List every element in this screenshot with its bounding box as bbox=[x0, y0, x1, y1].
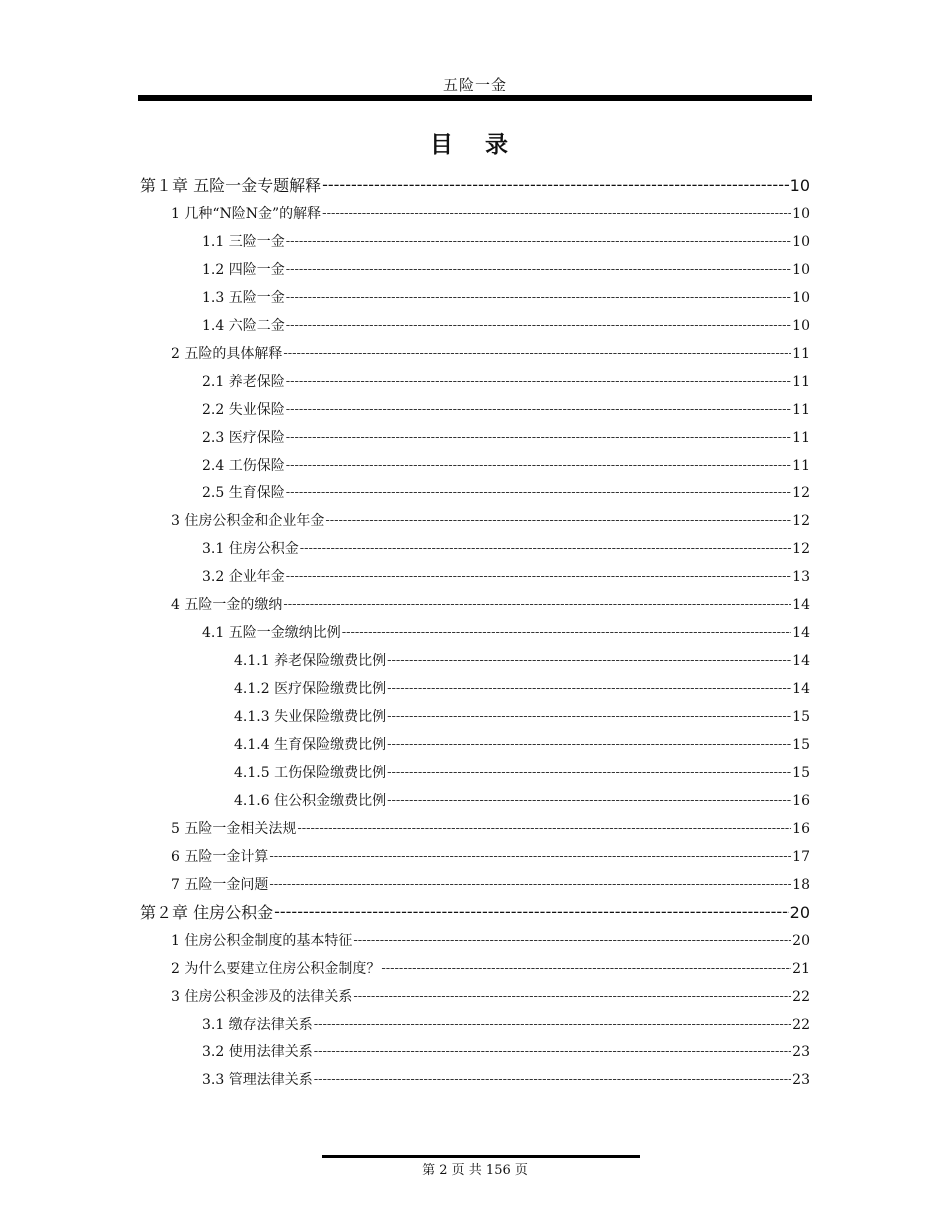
toc-dot-leader bbox=[286, 262, 791, 275]
toc-entry[interactable] bbox=[234, 734, 810, 754]
toc-page-number: 23 bbox=[792, 1044, 810, 1061]
toc-dot-leader bbox=[286, 290, 791, 303]
toc-dot-leader bbox=[269, 849, 791, 862]
toc-page-number: 11 bbox=[792, 401, 810, 418]
toc-entry[interactable] bbox=[202, 538, 810, 558]
toc-page-number: 11 bbox=[792, 457, 810, 474]
toc-page-number: 15 bbox=[792, 709, 810, 726]
toc-entry-label: 3.2 使用法律关系 bbox=[202, 1044, 313, 1061]
toc-title: 目 录 bbox=[429, 132, 520, 158]
toc-dot-leader bbox=[322, 175, 789, 191]
page-header-title: 五险一金 bbox=[442, 76, 507, 94]
toc-page-number: 10 bbox=[792, 233, 810, 250]
toc-page-number: 22 bbox=[792, 1016, 810, 1033]
toc-dot-leader bbox=[286, 402, 791, 415]
toc-dot-leader bbox=[387, 653, 791, 666]
toc-entry-label: 1.2 四险一金 bbox=[202, 261, 285, 278]
toc-entry[interactable] bbox=[202, 287, 810, 307]
toc-page-number: 11 bbox=[792, 373, 810, 390]
toc-entry[interactable] bbox=[202, 315, 810, 335]
toc-page-number: 15 bbox=[792, 737, 810, 753]
toc-entry[interactable] bbox=[202, 1069, 810, 1089]
toc-entry-label: 3 住房公积金涉及的法律关系 bbox=[171, 988, 353, 1005]
toc-entry-label: 3.2 企业年金 bbox=[202, 569, 285, 586]
toc-page-number: 14 bbox=[792, 653, 810, 670]
toc-entry-label: 4.1 五险一金缴纳比例 bbox=[202, 625, 341, 642]
toc-entry[interactable] bbox=[202, 399, 810, 419]
toc-entry[interactable] bbox=[171, 874, 810, 894]
toc-entry[interactable] bbox=[202, 231, 810, 251]
toc-entry[interactable] bbox=[234, 762, 810, 782]
toc-chapter-entry[interactable] bbox=[140, 900, 810, 923]
toc-page-number: 10 bbox=[789, 176, 810, 195]
toc-page-number: 14 bbox=[792, 681, 810, 698]
toc-dot-leader bbox=[387, 709, 791, 722]
toc-entry[interactable] bbox=[202, 427, 810, 447]
toc-entry[interactable] bbox=[202, 259, 810, 279]
toc-page-number: 17 bbox=[792, 848, 810, 865]
toc-page-number: 12 bbox=[792, 541, 810, 558]
toc-entry-label: 2.5 生育保险 bbox=[202, 485, 285, 502]
toc-entry[interactable] bbox=[202, 482, 810, 502]
toc-entry[interactable] bbox=[202, 455, 810, 475]
toc-entry-label: 第１章 五险一金专题解释 bbox=[140, 176, 322, 195]
header-rule bbox=[138, 95, 812, 101]
toc-page-number: 10 bbox=[792, 317, 810, 334]
toc-dot-leader bbox=[286, 458, 791, 471]
toc-dot-leader bbox=[342, 625, 791, 638]
toc-entry-label: 7 五险一金问题 bbox=[171, 876, 269, 893]
toc-page-number: 10 bbox=[792, 205, 810, 222]
toc-entry[interactable] bbox=[202, 622, 810, 642]
toc-page-number: 22 bbox=[792, 988, 810, 1005]
toc-dot-leader bbox=[283, 346, 791, 359]
toc-dot-leader bbox=[286, 430, 791, 443]
toc-dot-leader bbox=[286, 234, 791, 247]
toc-entry-label: 2.3 医疗保险 bbox=[202, 429, 285, 446]
toc-dot-leader bbox=[297, 821, 791, 834]
toc-page-number: 10 bbox=[792, 289, 810, 306]
page-footer: 第 2 页 共 156 页 bbox=[422, 1163, 528, 1178]
toc-page-number: 16 bbox=[792, 820, 810, 837]
toc-dot-leader bbox=[322, 206, 791, 219]
toc-dot-leader bbox=[286, 485, 791, 498]
toc-entry-label: 1.4 六险二金 bbox=[202, 317, 285, 334]
toc-entry[interactable] bbox=[234, 678, 810, 698]
toc-dot-leader bbox=[314, 1017, 791, 1030]
toc-entry-label: 4.1.4 生育保险缴费比例 bbox=[234, 737, 387, 753]
toc-dot-leader bbox=[286, 318, 791, 331]
toc-page-number: 10 bbox=[792, 261, 810, 278]
toc-entry-label: 1 几种“N险N金”的解释 bbox=[171, 205, 322, 222]
toc-dot-leader bbox=[387, 737, 791, 750]
toc-entry-label: 3.1 住房公积金 bbox=[202, 541, 299, 558]
toc-dot-leader bbox=[286, 374, 791, 387]
toc-page-number: 18 bbox=[792, 876, 810, 893]
toc-page-number: 21 bbox=[792, 960, 810, 977]
toc-page-number: 20 bbox=[789, 902, 810, 922]
toc-page-number: 16 bbox=[792, 792, 810, 809]
footer-rule bbox=[322, 1155, 640, 1158]
toc-entry[interactable] bbox=[202, 371, 810, 391]
toc-dot-leader bbox=[353, 933, 791, 946]
toc-entry[interactable] bbox=[171, 510, 810, 530]
toc-entry[interactable] bbox=[171, 958, 810, 978]
toc-entry[interactable] bbox=[234, 706, 810, 726]
toc-entry-label: 4.1.6 住公积金缴费比例 bbox=[234, 792, 387, 809]
toc-page-number: 12 bbox=[792, 485, 810, 502]
toc-page-number: 11 bbox=[792, 429, 810, 446]
toc-entry[interactable] bbox=[234, 650, 810, 670]
toc-entry-label: 2 为什么要建立住房公积金制度？ bbox=[171, 960, 381, 977]
toc-entry[interactable] bbox=[171, 986, 810, 1006]
toc-page-number: 13 bbox=[792, 569, 810, 586]
toc-entry-label: 6 五险一金计算 bbox=[171, 848, 269, 865]
toc-entry[interactable] bbox=[171, 343, 810, 363]
toc-entry-label: 4.1.5 工伤保险缴费比例 bbox=[234, 764, 387, 781]
toc-dot-leader bbox=[269, 877, 791, 890]
toc-entry[interactable] bbox=[234, 790, 810, 810]
toc-entry-label: 4.1.3 失业保险缴费比例 bbox=[234, 709, 387, 726]
toc-entry-label: 2 五险的具体解释 bbox=[171, 345, 283, 362]
toc-entry-label: 4.1.2 医疗保险缴费比例 bbox=[234, 681, 387, 698]
toc-entry-label: 4.1.1 养老保险缴费比例 bbox=[234, 653, 387, 670]
toc-entry[interactable] bbox=[171, 203, 810, 223]
toc-entry[interactable] bbox=[202, 566, 810, 586]
toc-dot-leader bbox=[314, 1044, 791, 1057]
toc-page-number: 15 bbox=[792, 764, 810, 781]
toc-dot-leader bbox=[387, 681, 791, 694]
toc-page-number: 14 bbox=[792, 625, 810, 642]
toc-entry-label: 1.3 五险一金 bbox=[202, 289, 285, 306]
toc-dot-leader bbox=[314, 1072, 791, 1085]
toc-page-number: 11 bbox=[792, 345, 810, 362]
toc-entry[interactable] bbox=[171, 594, 810, 614]
toc-dot-leader bbox=[325, 513, 791, 526]
toc-entry[interactable] bbox=[202, 1041, 810, 1061]
toc-entry[interactable] bbox=[202, 1014, 810, 1034]
toc-entry-label: 4 五险一金的缴纳 bbox=[171, 597, 283, 614]
toc-entry[interactable] bbox=[171, 930, 810, 950]
toc-dot-leader bbox=[381, 961, 791, 974]
toc-page-number: 20 bbox=[792, 932, 810, 949]
toc-entry-label: 2.2 失业保险 bbox=[202, 401, 285, 418]
toc-page-number: 12 bbox=[792, 513, 810, 530]
toc-entry[interactable] bbox=[171, 846, 810, 866]
toc-entry-label: 2.4 工伤保险 bbox=[202, 457, 285, 474]
toc-page-number: 14 bbox=[792, 597, 810, 614]
toc-dot-leader bbox=[286, 569, 791, 582]
toc-dot-leader bbox=[353, 989, 791, 1002]
toc-entry-label: 3.3 管理法律关系 bbox=[202, 1072, 313, 1089]
toc-chapter-entry[interactable] bbox=[140, 173, 810, 196]
toc-entry-label: 1.1 三险一金 bbox=[202, 233, 285, 250]
toc-entry-label: 3.1 缴存法律关系 bbox=[202, 1016, 313, 1033]
toc-entry-label: 第２章 住房公积金 bbox=[140, 902, 274, 922]
toc-dot-leader bbox=[283, 597, 791, 610]
toc-dot-leader bbox=[387, 793, 791, 806]
toc-entry-label: 1 住房公积金制度的基本特征 bbox=[171, 932, 353, 949]
toc-entry-label: 3 住房公积金和企业年金 bbox=[171, 513, 325, 530]
toc-dot-leader bbox=[300, 541, 791, 554]
toc-entry[interactable] bbox=[171, 818, 810, 838]
toc-entry-label: 2.1 养老保险 bbox=[202, 373, 285, 390]
toc-page-number: 23 bbox=[792, 1072, 810, 1089]
toc-dot-leader bbox=[387, 765, 791, 778]
toc-dot-leader bbox=[274, 902, 789, 918]
toc-entry-label: 5 五险一金相关法规 bbox=[171, 820, 297, 837]
